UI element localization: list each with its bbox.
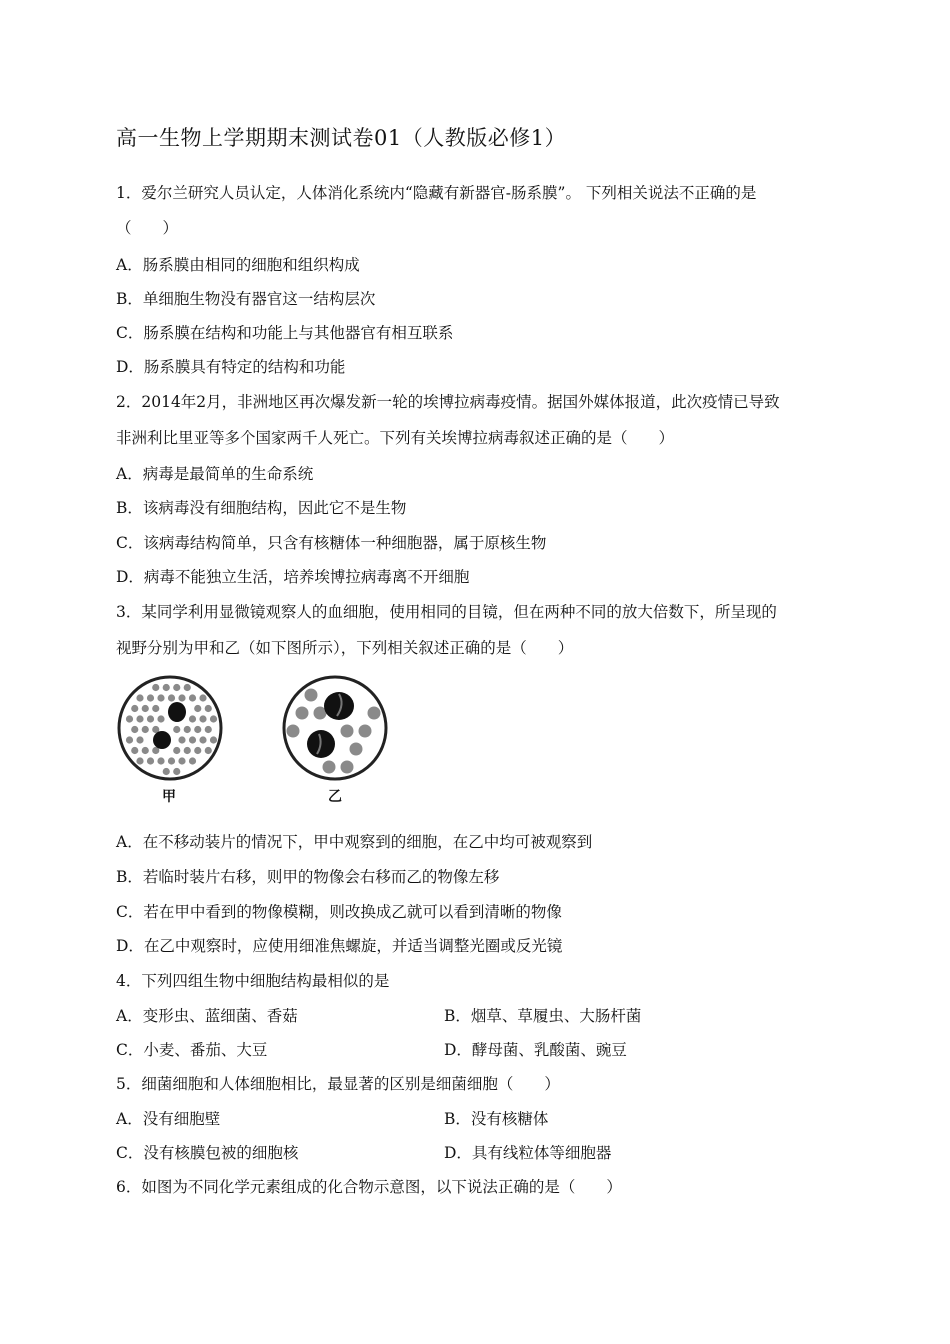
question-1-option-b: B．单细胞生物没有器官这一结构层次 xyxy=(116,290,376,308)
question-3-option-c: C．若在甲中看到的物像模糊，则改换成乙就可以看到清晰的物像 xyxy=(116,903,562,921)
question-2-stem: 非洲利比里亚等多个国家两千人死亡。下列有关埃博拉病毒叙述正确的是（ ） xyxy=(116,429,675,447)
question-3-option-d: D．在乙中观察时，应使用细准焦螺旋，并适当调整光圈或反光镜 xyxy=(116,937,563,955)
blood-cell xyxy=(184,747,191,754)
question-4-option-a: A．变形虫、蓝细菌、香菇 xyxy=(116,1007,298,1025)
question-2-option-a: A．病毒是最简单的生命系统 xyxy=(116,465,314,483)
blood-cell xyxy=(173,684,180,691)
question-4-stem: 4．下列四组生物中细胞结构最相似的是 xyxy=(116,972,390,990)
blood-cell xyxy=(157,694,164,701)
question-5-option-b: B．没有核糖体 xyxy=(444,1110,549,1128)
blood-cell xyxy=(199,694,206,701)
question-1-stem: （ ） xyxy=(116,219,179,237)
blood-cell xyxy=(131,747,138,754)
blood-cell xyxy=(178,694,185,701)
blood-cell xyxy=(173,726,180,733)
blood-cell xyxy=(136,736,143,743)
figure-label-yi: 乙 xyxy=(328,789,342,805)
blood-cell xyxy=(305,689,318,702)
question-5-option-c: C．没有核膜包被的细胞核 xyxy=(116,1144,299,1162)
question-2-option-d: D．病毒不能独立生活，培养埃博拉病毒离不开细胞 xyxy=(116,568,470,586)
field-jia xyxy=(119,677,221,779)
question-1-stem: 1．爱尔兰研究人员认定，人体消化系统内“隐藏有新器官-肠系膜”。 下列相关说法不正确的是 xyxy=(116,184,757,202)
blood-cell xyxy=(157,757,164,764)
blood-cell xyxy=(142,726,149,733)
blood-cell xyxy=(341,725,354,738)
question-4-option-b: B．烟草、草履虫、大肠杆菌 xyxy=(444,1007,642,1025)
blood-cell xyxy=(205,747,212,754)
question-5-option-d: D．具有线粒体等细胞器 xyxy=(444,1144,612,1162)
blood-cell xyxy=(323,761,336,774)
question-5-stem: 5．细菌细胞和人体细胞相比，最显著的区别是细菌细胞（ ） xyxy=(116,1075,560,1093)
blood-cell xyxy=(296,707,309,720)
question-3-option-b: B．若临时装片右移，则甲的物像会右移而乙的物像左移 xyxy=(116,868,500,886)
question-2-option-b: B．该病毒没有细胞结构，因此它不是生物 xyxy=(116,499,407,517)
blood-cell xyxy=(142,747,149,754)
blood-cell xyxy=(287,725,300,738)
field-yi xyxy=(284,677,386,779)
blood-cell xyxy=(152,705,159,712)
blood-cell xyxy=(136,715,143,722)
question-2-stem: 2．2014年2月，非洲地区再次爆发新一轮的埃博拉病毒疫情。据国外媒体报道，此次疫情已导致 xyxy=(116,393,780,411)
question-2-option-c: C．该病毒结构简单，只含有核糖体一种细胞器，属于原核生物 xyxy=(116,534,547,552)
blood-cell xyxy=(131,726,138,733)
blood-cell xyxy=(194,726,201,733)
blood-cell xyxy=(189,736,196,743)
blood-cell xyxy=(147,694,154,701)
question-3-option-a: A．在不移动装片的情况下，甲中观察到的细胞，在乙中均可被观察到 xyxy=(116,833,593,851)
question-1-option-d: D．肠系膜具有特定的结构和功能 xyxy=(116,358,346,376)
question-1-option-c: C．肠系膜在结构和功能上与其他器官有相互联系 xyxy=(116,324,454,342)
blood-cell xyxy=(136,757,143,764)
blood-cell xyxy=(173,747,180,754)
blood-cell xyxy=(173,768,180,775)
blood-cell xyxy=(359,725,372,738)
microscope-fields-illustration xyxy=(115,673,395,788)
question-1-option-a: A．肠系膜由相同的细胞和组织构成 xyxy=(116,256,360,274)
blood-cell xyxy=(131,705,138,712)
blood-cell xyxy=(199,715,206,722)
blood-cell xyxy=(163,684,170,691)
blood-cell xyxy=(163,768,170,775)
blood-cell xyxy=(157,715,164,722)
microscope-figure xyxy=(115,673,395,808)
blood-cell xyxy=(189,757,196,764)
blood-cell xyxy=(368,707,381,720)
blood-cell xyxy=(189,715,196,722)
blood-cell xyxy=(142,705,149,712)
blood-cell xyxy=(168,694,175,701)
blood-cell xyxy=(205,726,212,733)
figure-label-jia: 甲 xyxy=(162,789,176,805)
blood-cell xyxy=(126,715,133,722)
blood-cell xyxy=(147,757,154,764)
question-6-stem: 6．如图为不同化学元素组成的化合物示意图，以下说法正确的是（ ） xyxy=(116,1178,622,1196)
blood-cell xyxy=(205,705,212,712)
blood-cell xyxy=(126,736,133,743)
blood-cell xyxy=(168,757,175,764)
page-title: 高一生物上学期期末测试卷01（人教版必修1） xyxy=(116,126,567,150)
blood-cell xyxy=(194,705,201,712)
blood-cell xyxy=(210,736,217,743)
blood-cell xyxy=(210,715,217,722)
question-4-option-c: C．小麦、番茄、大豆 xyxy=(116,1041,268,1059)
blood-cell xyxy=(199,736,206,743)
blood-cell xyxy=(189,694,196,701)
blood-cell xyxy=(178,736,185,743)
blood-cell xyxy=(147,715,154,722)
blood-cell xyxy=(350,743,363,756)
question-5-option-a: A．没有细胞壁 xyxy=(116,1110,221,1128)
question-4-option-d: D．酵母菌、乳酸菌、豌豆 xyxy=(444,1041,627,1059)
question-3-stem: 视野分别为甲和乙（如下图所示），下列相关叙述正确的是（ ） xyxy=(116,639,574,657)
blood-cell xyxy=(152,684,159,691)
blood-cell xyxy=(178,757,185,764)
blood-cell xyxy=(194,747,201,754)
question-3-stem: 3．某同学利用显微镜观察人的血细胞，使用相同的目镜，但在两种不同的放大倍数下，所呈现的 xyxy=(116,603,777,621)
blood-cell xyxy=(184,726,191,733)
blood-cell xyxy=(184,684,191,691)
blood-cell xyxy=(136,694,143,701)
blood-cell xyxy=(341,761,354,774)
